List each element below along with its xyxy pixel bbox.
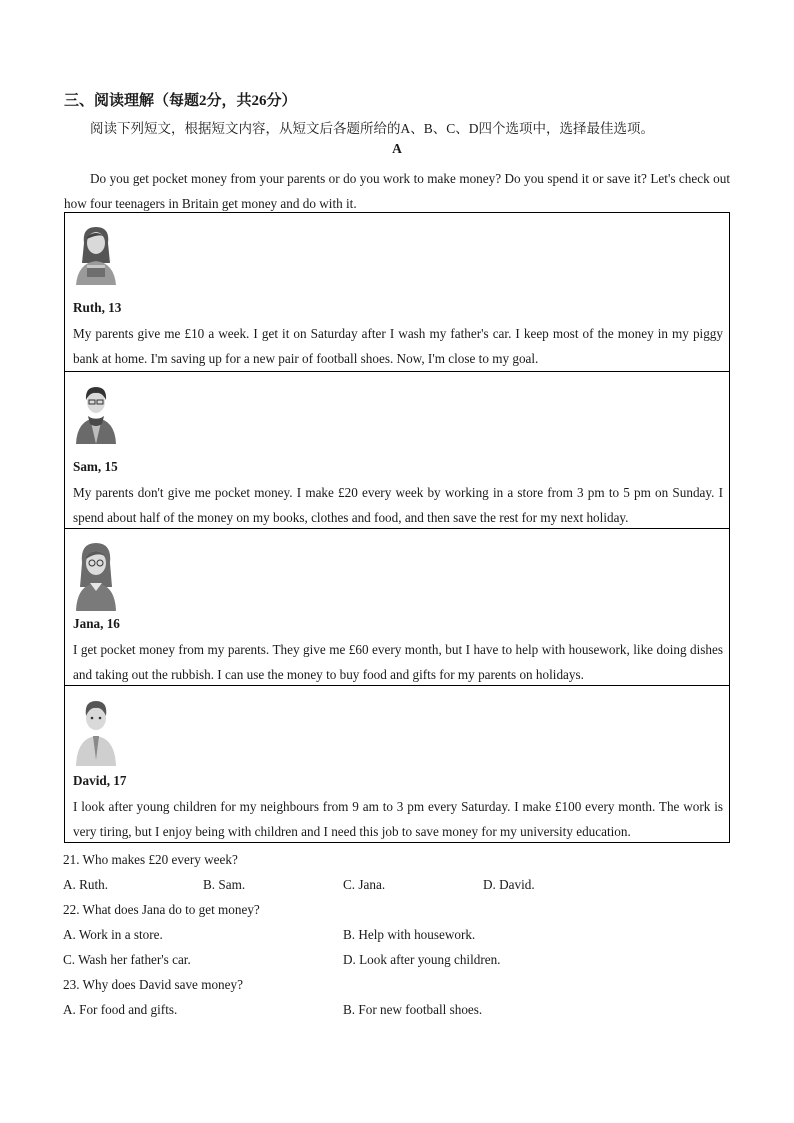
profile-ruth: [65, 213, 729, 371]
girl-avatar-icon: [72, 223, 120, 285]
passage-intro: Do you get pocket money from your parents or do you work to make money? Do you spend it or save it? Let's check out how four teenagers in Britain get money and do with it.: [64, 171, 730, 211]
profile-name: David, 17: [73, 773, 127, 788]
boy-avatar-icon: [72, 382, 120, 444]
option: A. For food and gifts.: [63, 1002, 178, 1017]
option: A. Work in a store.: [63, 927, 163, 942]
profiles-table: [64, 212, 730, 843]
option: D. Look after young children.: [343, 952, 501, 967]
option: A. Ruth.: [63, 877, 109, 892]
option: B. Sam.: [203, 877, 246, 892]
question-stem: 23. Why does David save money?: [63, 977, 243, 992]
option: B. For new football shoes.: [343, 1002, 483, 1017]
profile-name: Sam, 15: [73, 459, 118, 474]
option: B. Help with housework.: [343, 927, 476, 942]
profile-text: I get pocket money from my parents. They give me £60 every month, but I have to help with housework, like doing dishes and taking out the rubbish. I can use the money to buy food and gifts for my parents on holidays.: [73, 642, 723, 682]
instructions: 阅读下列短文，根据短文内容，从短文后各题所给的A、B、C、D四个选项中，选择最佳选项。: [90, 121, 655, 136]
profile-text: My parents give me £10 a week. I get it on Saturday after I wash my father's car. I keep most of the money in my piggy bank at home. I'm saving up for a new pair of football shoes. Now, I'm close to my goal.: [73, 326, 723, 366]
question-stem: 21. Who makes £20 every week?: [63, 852, 238, 867]
option: D. David.: [483, 877, 535, 892]
profile-text: My parents don't give me pocket money. I make £20 every week by working in a store from 3 pm to 5 pm on Sunday. I spend about half of the money on my books, clothes and food, and then save the rest for my next holiday.: [73, 485, 723, 525]
young-man-avatar-icon: [72, 696, 120, 766]
option: C. Jana.: [343, 877, 386, 892]
profile-david: [65, 685, 729, 842]
profile-jana: [65, 528, 729, 685]
section-title: 三、阅读理解（每题2分，共26分）: [64, 93, 297, 109]
profile-sam: [65, 371, 729, 528]
option: C. Wash her father's car.: [63, 952, 191, 967]
profile-name: Jana, 16: [73, 616, 120, 631]
girl-glasses-avatar-icon: [72, 539, 120, 611]
profile-name: Ruth, 13: [73, 300, 122, 315]
passage-label: A: [392, 141, 402, 156]
profile-text: I look after young children for my neighbours from 9 am to 3 pm every Saturday. I make £100 every month. The work is very tiring, but I enjoy being with children and I need this job to save money for my university education.: [73, 799, 723, 839]
question-stem: 22. What does Jana do to get money?: [63, 902, 260, 917]
